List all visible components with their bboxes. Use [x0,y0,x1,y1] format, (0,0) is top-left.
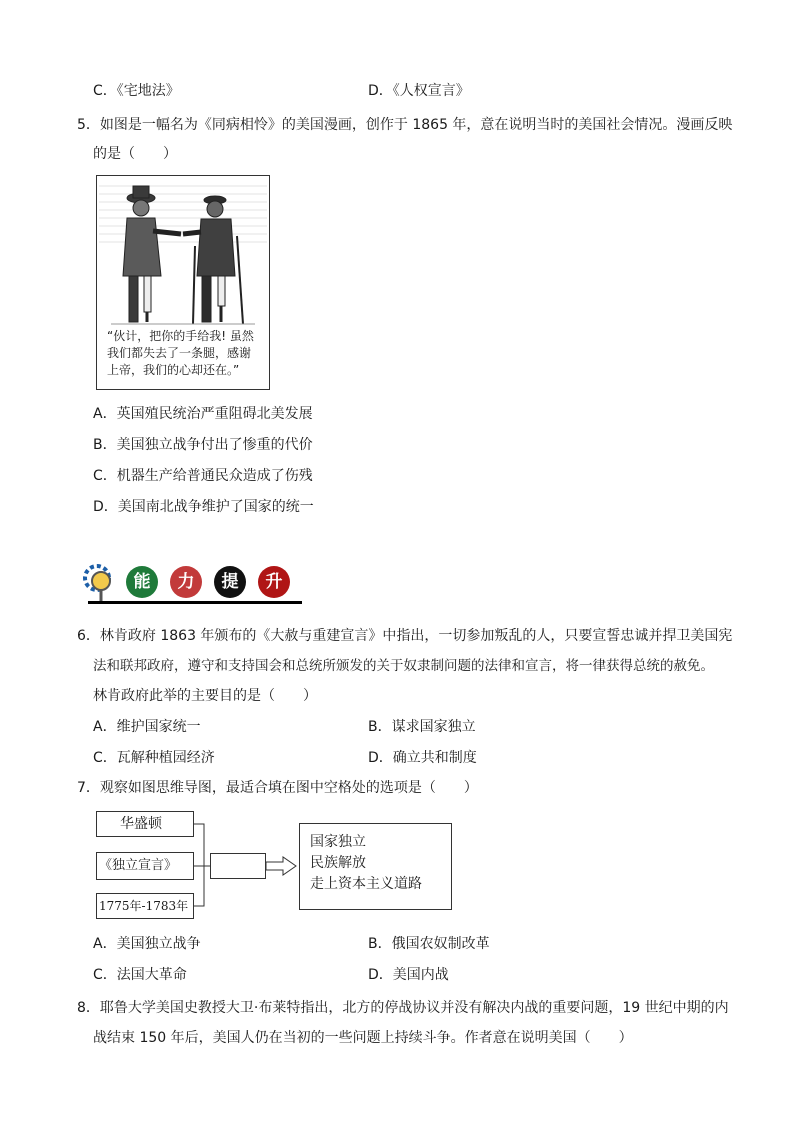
map-left-box-1: 华盛顿 [96,811,194,837]
map-blank-box [210,853,266,879]
q6-option-a: A．维护国家统一 [93,719,201,735]
banner-char-1: 能 [126,566,158,598]
q8-stem-line1: 8．耶鲁大学美国史教授大卫·布莱特指出，北方的停战协议并没有解决内战的重要问题，19 世纪中期的内 [77,1000,729,1016]
q5-option-b: B．美国独立战争付出了惨重的代价 [93,437,313,453]
caption-line3: 上帝，我们的心却还在。” [107,363,240,377]
q6-option-d: D．确立共和制度 [368,750,477,766]
q7-stem: 7．观察如图思维导图，最适合填在图中空格处的选项是（ ） [77,780,478,796]
q6-stem-line2: 法和联邦政府，遵守和支持国会和总统所颁发的关于奴隶制问题的法律和宣言，将一律获得总统的赦免。 [93,658,714,674]
q7-option-d: D．美国内战 [368,967,449,983]
q7-option-c: C．法国大革命 [93,967,187,983]
q5-stem-line2: 的是（ ） [93,146,177,162]
q5-option-c: C．机器生产给普通民众造成了伤残 [93,468,313,484]
banner-char-4: 升 [258,566,290,598]
q5-stem-line1: 5．如图是一幅名为《同病相怜》的美国漫画，创作于 1865 年，意在说明当时的美国社会情况。漫画反映 [77,117,733,133]
q7-option-a: A．美国独立战争 [93,936,201,952]
map-result-2: 民族解放 [310,855,366,871]
map-left-box-2: 《独立宣言》 [96,852,194,880]
q7-option-b: B．俄国农奴制改革 [368,936,490,952]
q6-option-c: C．瓦解种植园经济 [93,750,215,766]
q8-stem-line2: 战结束 150 年后，美国人仍在当初的一些问题上持续斗争。作者意在说明美国（ ） [93,1030,633,1046]
q6-stem-line3: 林肯政府此举的主要目的是（ ） [93,688,317,704]
map-left-box-3: 1775年-1783年 [96,893,194,919]
q5-option-a: A．英国殖民统治严重阻碍北美发展 [93,406,313,422]
q5-option-d: D．美国南北战争维护了国家的统一 [93,499,314,515]
q4-option-c: C．《宅地法》 [93,83,180,99]
q6-stem-line1: 6．林肯政府 1863 年颁布的《大赦与重建宣言》中指出，一切参加叛乱的人，只要宣誓忠诚并捍卫美国宪 [77,628,733,644]
map-result-1: 国家独立 [310,834,366,850]
q4-option-d: D．《人权宣言》 [368,83,470,99]
caption-line2: 我们都失去了一条腿，感谢 [107,346,252,360]
caption-line1: “伙计，把你的手给我! 虽然 [107,329,254,343]
map-result-3: 走上资本主义道路 [310,876,422,892]
banner-char-3: 提 [214,566,246,598]
map-right-box [299,823,452,910]
q6-option-b: B．谋求国家独立 [368,719,476,735]
banner-char-2: 力 [170,566,202,598]
